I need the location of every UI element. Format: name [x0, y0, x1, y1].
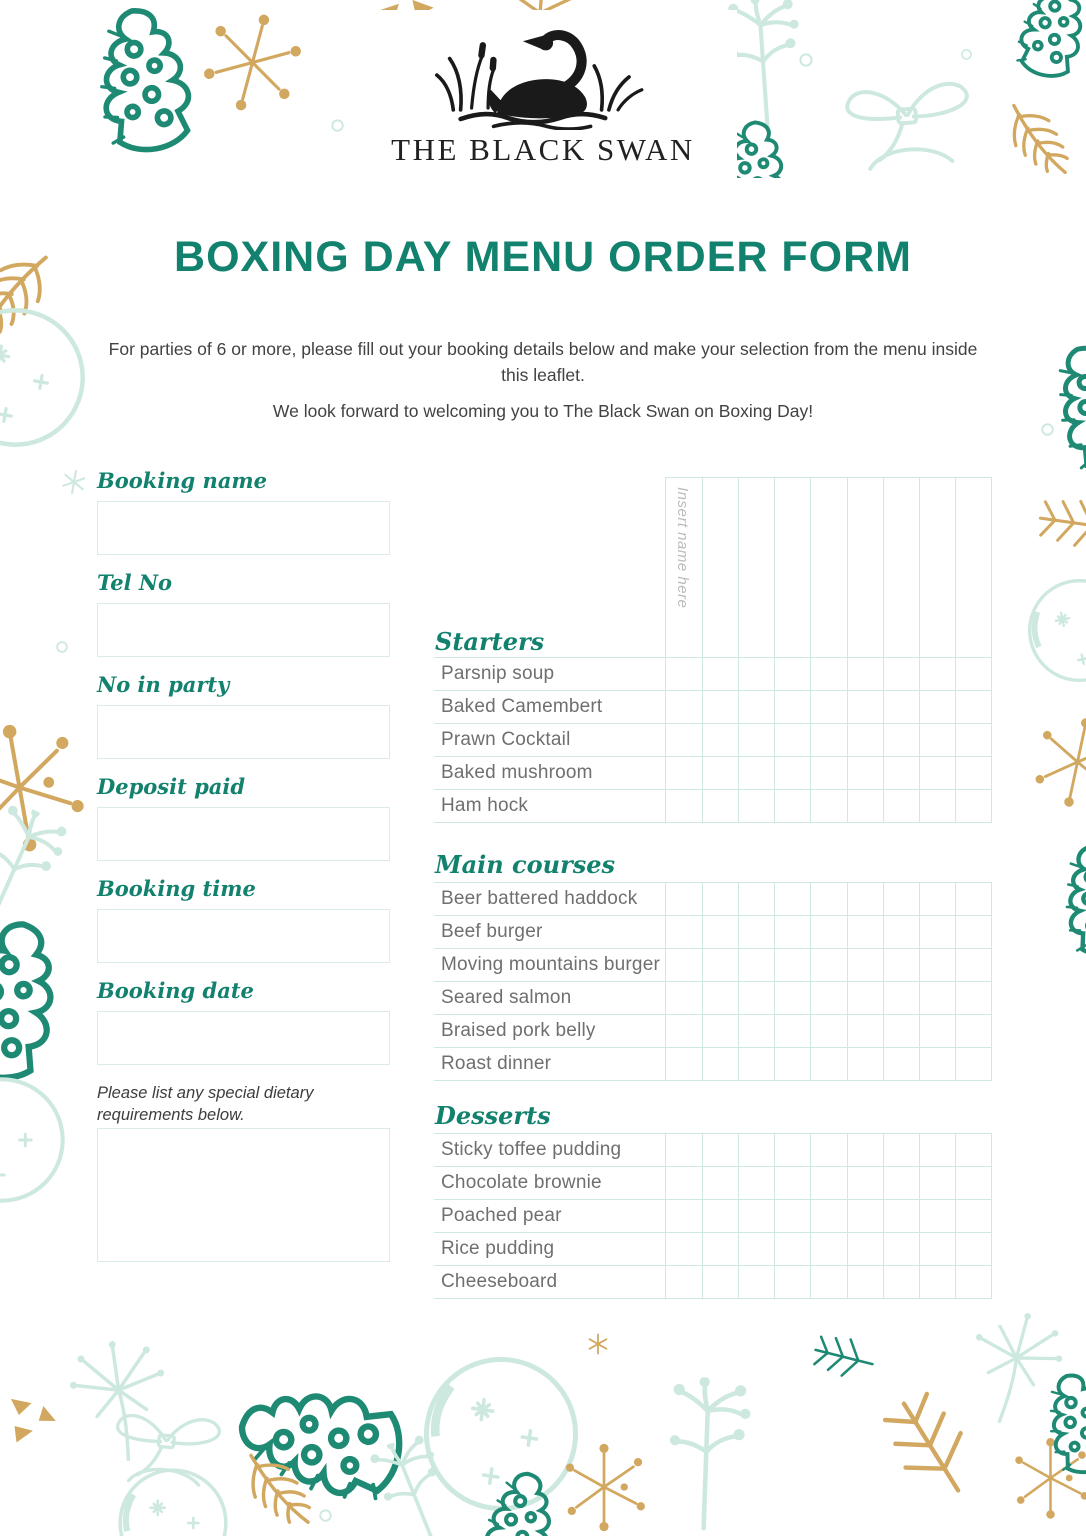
menu-row	[434, 790, 992, 823]
tick-cell[interactable]	[666, 1233, 702, 1265]
tick-cell[interactable]	[810, 916, 846, 948]
tick-grid	[665, 883, 992, 915]
dietary-input[interactable]	[97, 1128, 390, 1262]
menu-row	[434, 658, 992, 691]
menu-row	[434, 949, 992, 982]
tick-cell[interactable]	[883, 724, 919, 756]
tick-cell[interactable]	[810, 982, 846, 1014]
booking-field	[97, 468, 390, 555]
tick-cell[interactable]	[955, 1167, 991, 1199]
tick-cell[interactable]	[702, 916, 738, 948]
booking-field	[97, 978, 390, 1065]
tick-cell[interactable]	[847, 1266, 883, 1298]
booking-field	[97, 672, 390, 759]
tick-cell[interactable]	[810, 1200, 846, 1232]
tick-cell[interactable]	[810, 1048, 846, 1080]
menu-section-title: Main courses	[435, 850, 616, 879]
tick-cell[interactable]	[955, 658, 991, 690]
tick-cell[interactable]	[738, 1167, 774, 1199]
tick-cell[interactable]	[883, 1233, 919, 1265]
tick-cell[interactable]	[702, 1015, 738, 1047]
tick-cell[interactable]	[919, 1048, 955, 1080]
menu-item-name: Baked Camembert	[441, 696, 603, 717]
tick-cell[interactable]	[702, 883, 738, 915]
booking-field-input[interactable]	[97, 603, 390, 657]
tick-cell[interactable]	[774, 982, 810, 1014]
guest-name-column[interactable]	[955, 478, 991, 657]
tick-cell[interactable]	[702, 1048, 738, 1080]
tick-cell[interactable]	[883, 691, 919, 723]
guest-name-column[interactable]	[702, 478, 738, 657]
booking-field	[97, 774, 390, 861]
tick-cell[interactable]	[847, 1015, 883, 1047]
tick-grid	[665, 949, 992, 981]
tick-cell[interactable]	[702, 1167, 738, 1199]
tick-cell[interactable]	[738, 1233, 774, 1265]
intro-paragraph-2: We look forward to welcoming you to The Black Swan on Boxing Day!	[272, 401, 814, 421]
tick-cell[interactable]	[702, 691, 738, 723]
tick-cell[interactable]	[666, 757, 702, 789]
intro-paragraph-1: For parties of 6 or more, please fill out your booking details below and make your selection from the menu inside this leaflet.	[108, 339, 978, 386]
tick-cell[interactable]	[774, 949, 810, 981]
tick-cell[interactable]	[666, 982, 702, 1014]
tick-grid	[665, 1048, 992, 1080]
menu-row	[434, 883, 992, 916]
tick-cell[interactable]	[919, 757, 955, 789]
guest-name-column[interactable]	[774, 478, 810, 657]
menu-row	[434, 691, 992, 724]
tick-cell[interactable]	[847, 724, 883, 756]
tick-cell[interactable]	[883, 1266, 919, 1298]
menu-item-name: Sticky toffee pudding	[441, 1139, 622, 1160]
tick-cell[interactable]	[919, 691, 955, 723]
menu-item-name: Braised pork belly	[441, 1020, 596, 1041]
tick-cell[interactable]	[666, 1134, 702, 1166]
booking-field-label: Tel No	[97, 570, 173, 595]
menu-table	[434, 882, 992, 1081]
tick-grid	[665, 691, 992, 723]
menu-item-name: Poached pear	[441, 1205, 562, 1226]
tick-cell[interactable]	[738, 916, 774, 948]
tick-cell[interactable]	[847, 1048, 883, 1080]
tick-grid	[665, 1134, 992, 1166]
tick-cell[interactable]	[883, 757, 919, 789]
tick-cell[interactable]	[666, 724, 702, 756]
tick-cell[interactable]	[919, 1134, 955, 1166]
tick-cell[interactable]	[847, 1200, 883, 1232]
menu-row	[434, 1266, 992, 1299]
tick-cell[interactable]	[955, 1134, 991, 1166]
tick-cell[interactable]	[955, 1266, 991, 1298]
tick-cell[interactable]	[666, 949, 702, 981]
menu-item-name: Seared salmon	[441, 987, 572, 1008]
tick-cell[interactable]	[883, 1015, 919, 1047]
tick-cell[interactable]	[847, 1167, 883, 1199]
booking-field-label: Booking name	[97, 468, 268, 493]
tick-cell[interactable]	[774, 1233, 810, 1265]
tick-cell[interactable]	[702, 658, 738, 690]
tick-cell[interactable]	[955, 724, 991, 756]
tick-cell[interactable]	[774, 790, 810, 822]
tick-cell[interactable]	[883, 883, 919, 915]
booking-field-label: No in party	[97, 672, 230, 697]
guest-name-column[interactable]	[847, 478, 883, 657]
tick-cell[interactable]	[702, 1200, 738, 1232]
tick-grid	[665, 724, 992, 756]
menu-row	[434, 1167, 992, 1200]
tick-cell[interactable]	[666, 916, 702, 948]
tick-cell[interactable]	[774, 1266, 810, 1298]
tick-grid	[665, 916, 992, 948]
tick-cell[interactable]	[919, 1233, 955, 1265]
menu-row	[434, 916, 992, 949]
tick-grid	[665, 1200, 992, 1232]
tick-cell[interactable]	[883, 982, 919, 1014]
menu-row	[434, 982, 992, 1015]
tick-cell[interactable]	[919, 1200, 955, 1232]
booking-field-input[interactable]	[97, 1011, 390, 1065]
tick-cell[interactable]	[847, 883, 883, 915]
booking-fields	[97, 468, 390, 1080]
tick-cell[interactable]	[702, 757, 738, 789]
tick-cell[interactable]	[810, 790, 846, 822]
tick-cell[interactable]	[738, 949, 774, 981]
tick-cell[interactable]	[810, 658, 846, 690]
tick-cell[interactable]	[847, 916, 883, 948]
tick-cell[interactable]	[955, 883, 991, 915]
brand-name: THE BLACK SWAN	[391, 132, 695, 167]
menu-row	[434, 1200, 992, 1233]
menu-item-name: Rice pudding	[441, 1238, 555, 1259]
tick-grid	[665, 982, 992, 1014]
tick-cell[interactable]	[666, 658, 702, 690]
tick-cell[interactable]	[702, 1134, 738, 1166]
booking-field	[97, 876, 390, 963]
tick-grid	[665, 1167, 992, 1199]
tick-cell[interactable]	[919, 1167, 955, 1199]
tick-cell[interactable]	[810, 724, 846, 756]
booking-field-label: Booking time	[97, 876, 256, 901]
tick-cell[interactable]	[774, 916, 810, 948]
brand-logo	[0, 22, 1086, 168]
menu-row	[434, 1134, 992, 1167]
tick-cell[interactable]	[919, 949, 955, 981]
tick-cell[interactable]	[666, 1048, 702, 1080]
black-swan-icon	[393, 22, 693, 130]
page-title: BOXING DAY MENU ORDER FORM	[174, 233, 912, 281]
tick-cell[interactable]	[847, 790, 883, 822]
tick-cell[interactable]	[847, 757, 883, 789]
tick-cell[interactable]	[738, 982, 774, 1014]
tick-cell[interactable]	[666, 1015, 702, 1047]
tick-cell[interactable]	[810, 1015, 846, 1047]
tick-cell[interactable]	[919, 982, 955, 1014]
tick-cell[interactable]	[955, 1015, 991, 1047]
booking-field-label: Booking date	[97, 978, 254, 1003]
tick-cell[interactable]	[738, 691, 774, 723]
menu-item-name: Ham hock	[441, 795, 529, 816]
tick-cell[interactable]	[702, 1233, 738, 1265]
menu-item-name: Moving mountains burger	[441, 954, 660, 975]
tick-cell[interactable]	[919, 1015, 955, 1047]
booking-field-label: Deposit paid	[97, 774, 246, 799]
menu-row	[434, 1233, 992, 1266]
tick-cell[interactable]	[883, 1200, 919, 1232]
tick-cell[interactable]	[810, 1134, 846, 1166]
menu-item-name: Beef burger	[441, 921, 543, 942]
tick-cell[interactable]	[883, 790, 919, 822]
tick-cell[interactable]	[919, 916, 955, 948]
menu-item-name: Baked mushroom	[441, 762, 593, 783]
tick-cell[interactable]	[774, 1134, 810, 1166]
booking-field-input[interactable]	[97, 807, 390, 861]
tick-cell[interactable]	[919, 790, 955, 822]
tick-cell[interactable]	[666, 1167, 702, 1199]
tick-grid	[665, 1233, 992, 1265]
tick-cell[interactable]	[883, 916, 919, 948]
tick-cell[interactable]	[666, 790, 702, 822]
tick-cell[interactable]	[774, 658, 810, 690]
tick-cell[interactable]	[702, 982, 738, 1014]
menu-row	[434, 1015, 992, 1048]
tick-cell[interactable]	[738, 1200, 774, 1232]
tick-cell[interactable]	[774, 883, 810, 915]
tick-cell[interactable]	[666, 691, 702, 723]
tick-cell[interactable]	[883, 658, 919, 690]
guest-name-column[interactable]	[666, 478, 702, 657]
tick-cell[interactable]	[955, 916, 991, 948]
tick-cell[interactable]	[919, 883, 955, 915]
tick-cell[interactable]	[955, 757, 991, 789]
menu-row	[434, 1048, 992, 1081]
tick-cell[interactable]	[847, 691, 883, 723]
tick-cell[interactable]	[774, 1167, 810, 1199]
tick-cell[interactable]	[738, 790, 774, 822]
tick-cell[interactable]	[955, 982, 991, 1014]
tick-cell[interactable]	[738, 757, 774, 789]
tick-cell[interactable]	[955, 790, 991, 822]
booking-field	[97, 570, 390, 657]
insert-name-placeholder: Insert name here	[674, 487, 691, 609]
menu-item-name: Prawn Cocktail	[441, 729, 571, 750]
tick-cell[interactable]	[738, 1015, 774, 1047]
tick-cell[interactable]	[919, 658, 955, 690]
tick-cell[interactable]	[810, 883, 846, 915]
tick-cell[interactable]	[847, 1233, 883, 1265]
tick-cell[interactable]	[810, 1233, 846, 1265]
menu-row	[434, 757, 992, 790]
menu-item-name: Cheeseboard	[441, 1271, 558, 1292]
booking-field-input[interactable]	[97, 909, 390, 963]
tick-cell[interactable]	[666, 1266, 702, 1298]
tick-cell[interactable]	[810, 691, 846, 723]
tick-cell[interactable]	[738, 724, 774, 756]
tick-cell[interactable]	[810, 949, 846, 981]
guest-name-column[interactable]	[919, 478, 955, 657]
tick-cell[interactable]	[774, 1015, 810, 1047]
tick-grid	[665, 790, 992, 822]
menu-table	[434, 1133, 992, 1299]
tick-cell[interactable]	[738, 1134, 774, 1166]
tick-cell[interactable]	[883, 1167, 919, 1199]
tick-cell[interactable]	[774, 1048, 810, 1080]
tick-cell[interactable]	[666, 1200, 702, 1232]
menu-section-title: Desserts	[435, 1101, 551, 1130]
booking-field-input[interactable]	[97, 705, 390, 759]
menu-table	[434, 657, 992, 823]
menu-item-name: Beer battered haddock	[441, 888, 638, 909]
tick-cell[interactable]	[738, 658, 774, 690]
tick-cell[interactable]	[919, 1266, 955, 1298]
tick-cell[interactable]	[738, 1048, 774, 1080]
dietary-note: Please list any special dietary requirements below.	[97, 1084, 314, 1125]
menu-item-name: Roast dinner	[441, 1053, 552, 1074]
booking-field-input[interactable]	[97, 501, 390, 555]
tick-cell[interactable]	[847, 1134, 883, 1166]
tick-cell[interactable]	[955, 1200, 991, 1232]
tick-grid	[665, 757, 992, 789]
guest-name-grid	[665, 477, 992, 657]
guest-name-column[interactable]	[883, 478, 919, 657]
tick-grid	[665, 1015, 992, 1047]
tick-cell[interactable]	[955, 949, 991, 981]
tick-cell[interactable]	[702, 1266, 738, 1298]
tick-grid	[665, 1266, 992, 1298]
tick-grid	[665, 658, 992, 690]
menu-section-title: Starters	[435, 627, 545, 656]
tick-cell[interactable]	[810, 1266, 846, 1298]
tick-cell[interactable]	[738, 883, 774, 915]
tick-cell[interactable]	[810, 757, 846, 789]
menu-row	[434, 724, 992, 757]
tick-cell[interactable]	[955, 1048, 991, 1080]
menu-item-name: Chocolate brownie	[441, 1172, 602, 1193]
tick-cell[interactable]	[847, 982, 883, 1014]
tick-cell[interactable]	[883, 1048, 919, 1080]
tick-cell[interactable]	[810, 1167, 846, 1199]
tick-cell[interactable]	[702, 724, 738, 756]
tick-cell[interactable]	[883, 1134, 919, 1166]
tick-cell[interactable]	[955, 1233, 991, 1265]
tick-cell[interactable]	[883, 949, 919, 981]
tick-cell[interactable]	[666, 883, 702, 915]
tick-cell[interactable]	[847, 658, 883, 690]
tick-cell[interactable]	[774, 691, 810, 723]
guest-name-column[interactable]	[738, 478, 774, 657]
tick-cell[interactable]	[702, 790, 738, 822]
tick-cell[interactable]	[738, 1266, 774, 1298]
tick-cell[interactable]	[774, 724, 810, 756]
menu-item-name: Parsnip soup	[441, 663, 555, 684]
tick-cell[interactable]	[774, 757, 810, 789]
guest-name-column[interactable]	[810, 478, 846, 657]
tick-cell[interactable]	[774, 1200, 810, 1232]
tick-cell[interactable]	[847, 949, 883, 981]
tick-cell[interactable]	[919, 724, 955, 756]
tick-cell[interactable]	[702, 949, 738, 981]
tick-cell[interactable]	[955, 691, 991, 723]
